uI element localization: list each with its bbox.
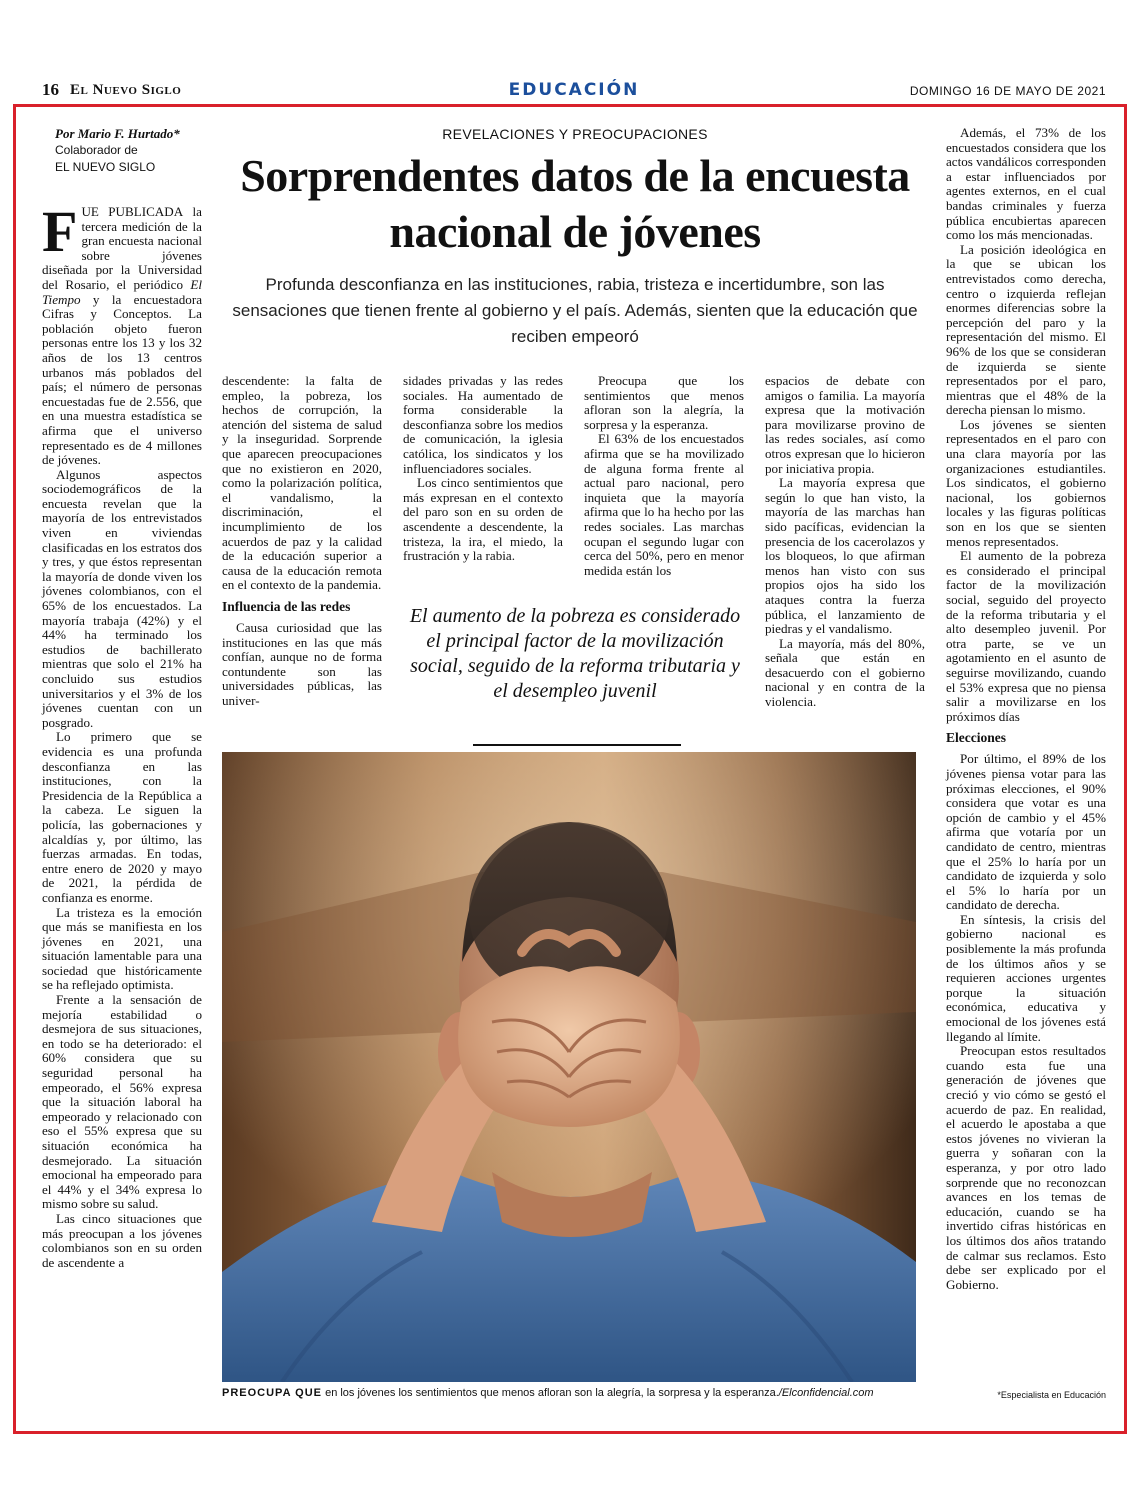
section-title: EDUCACIÓN	[508, 80, 640, 100]
paragraph: La tristeza es la emoción que más se manifiesta en los jóvenes en 2021, una situación lamentable para una sociedad que históricamente se ha reflejado optimista.	[42, 904, 202, 993]
paragraph: La posición ideológica en la que se ubican los entrevistados como derecha, centro o izquierda reflejan enormes diferencias sobre la percepción del paro y la representación del mismo. El 96% de los que se consideran de izquierda se siente representados por el paro, mientras que el 48% de la derecha piensan lo mismo.	[946, 241, 1106, 418]
paragraph: Además, el 73% de los encuestados considera que los actos vandálicos corresponden a estar influenciados por agentes externos, en el cual bandas criminales y fuerza pública encubiertas aparecen como los más mencionadas.	[946, 125, 1106, 243]
article-column-2	[222, 374, 382, 708]
paragraph: En síntesis, la crisis del gobierno nacional es posiblemente la más profunda de los últimos años y se requieren acciones urgentes porque la situación económica, educativa y emocional de los jóvenes está llegando al límite.	[946, 911, 1106, 1044]
paragraph: La mayoría, más del 80%, señala que están en desacuerdo con el gobierno nacional y en contra de la violencia.	[765, 635, 925, 710]
newspaper-name: El Nuevo Siglo	[70, 82, 182, 98]
issue-date: DOMINGO 16 DE MAYO DE 2021	[909, 84, 1106, 98]
paragraph: Preocupa que los sentimientos que menos afloran son la alegría, la sorpresa y la esperanza.	[584, 373, 744, 432]
subheadline: Profunda desconfianza en las instituciones, rabia, tristeza e incertidumbre, son las sensaciones que tienen frente al gobierno y el país. Además, sienten que la educación que reciben empeoró	[232, 275, 918, 346]
article-photo	[222, 752, 916, 1382]
author-role: Colaborador de	[55, 143, 138, 157]
article-column-1	[42, 199, 202, 1270]
paragraph: Las cinco situaciones que más preocupan a los jóvenes colombianos son en su orden de ascendente a	[42, 1210, 202, 1270]
paragraph: Frente a la sensación de mejoría estabilidad o desmejora de sus situaciones, en todo se ha deteriorado: el 60% considera que su seguridad personal ha empeorado, el 56% expresa que la situación laboral ha empeorado y relacionado con eso el 55% expresa que su situación económica ha desmejorado. La situación emocional ha empeorado para el 44% y el 34% expresa lo mismo sobre su salud.	[42, 992, 202, 1212]
pull-quote-rule	[473, 744, 681, 746]
paragraph: Los cinco sentimientos que más expresan en el contexto del paro son en su orden de ascendente a descendente, la tristeza, la ira, el miedo, la frustración y la rabia.	[403, 475, 563, 564]
paragraph: espacios de debate con amigos o familia. La mayoría expresa que la motivación para movilizarse provino de las redes sociales, así como otros expresan que lo hicieron por iniciativa propia.	[765, 373, 925, 476]
paragraph: Los jóvenes se sienten representados en el paro con una clara mayoría por las organizaciones estudiantiles. Los sindicatos, el gobierno nacional, los gobiernos locales y las figuras políticas son en los que se sienten menos representados.	[946, 416, 1106, 549]
drop-cap: F	[42, 199, 78, 264]
photo-caption: PREOCUPA QUE en los jóvenes los sentimientos que menos afloran son la alegría, la sorpresa y la esperanza./Elconfidencial.com	[222, 1387, 874, 1399]
paragraph: FUE PUBLICADA la tercera medición de la gran encuesta nacional sobre jóvenes diseñada por la Universidad del Rosario, el periódico El Tiempo y la encuestadora Cifras y Conceptos. La población objeto fueron personas entre los 13 y los 32 años de los 13 centros urbanos más poblados del país; el número de personas encuestadas fue de 2.556, que en una muestra estadística se afirma que el universo representado es de 4 millones de jóvenes.	[42, 199, 202, 468]
paragraph: La mayoría expresa que según lo que han visto, la mayoría de las marchas han sido pacíficas, evidencian la presencia de los cacerolazos y los bloqueos, lo que afirman menos han visto con sus propios ojos ha sido los ataques contra la fuerza pública, el lanzamiento de piedras y el vandalismo.	[765, 475, 925, 637]
article-column-3	[403, 374, 563, 564]
paragraph: descendente: la falta de empleo, la pobreza, los hechos de corrupción, la atención del sistema de salud y la inseguridad. Sorprende que aparecen preocupaciones que no existieron en 2020, como la polarización política, el vandalismo, la discriminación, el incumplimiento de los acuerdos de paz y la calidad de la educación superior a causa de la educación remota en el contexto de la pandemia.	[222, 373, 382, 593]
author-footnote: *Especialista en Educación	[997, 1390, 1106, 1400]
paragraph: Por último, el 89% de los jóvenes piensa votar para las próximas elecciones, el 90% considera que votar es una opción de cambio y el 45% afirma que votaría por un candidato de centro, mientras que el 25% lo haría por un candidato de izquierda y solo el 5% lo haría por un candidato de derecha.	[946, 751, 1106, 913]
byline	[55, 125, 205, 176]
paragraph: Algunos aspectos sociodemográficos de la encuesta revelan que la mayoría de los entrevistados viven en viviendas clasificadas en los estratos dos y tres, y que éstos representan la mayoría de donde viven los jóvenes colombianos, con el 65% de los encuestados. La mayoría trabaja (42%) y el 44% ha terminado los estudios de bachillerato mientras que solo el 21% ha concluido sus estudios universitarios y el 3% de los jóvenes cuentan con un posgrado.	[42, 466, 202, 730]
paragraph: sidades privadas y las redes sociales. Ha aumentado de forma considerable la desconfianza sobre los medios de comunicación, la iglesia católica, los sindicatos y los influenciadores sociales.	[403, 373, 563, 476]
subheading-elecciones: Elecciones	[946, 730, 1006, 746]
kicker: REVELACIONES Y PREOCUPACIONES	[442, 126, 708, 142]
subheading-redes: Influencia de las redes	[222, 598, 351, 614]
author-outlet: EL NUEVO SIGLO	[55, 160, 156, 174]
page-number: 16	[42, 80, 59, 99]
paragraph: El aumento de la pobreza es considerado el principal factor de la movilización social, seguido del proyecto de la reforma tributaria y el alto desempleo juvenil. Por otra parte, se ve un agotamiento en el asunto de seguirse movilizando, cuando el 53% expresa que no piensa salir a movilizarse en los próximos días	[946, 548, 1106, 724]
article-column-6	[946, 126, 1106, 1292]
author-name: Por Mario F. Hurtado*	[55, 126, 180, 141]
paragraph: Lo primero que se evidencia es una profunda desconfianza en las instituciones, con la Presidencia de la República a la cabeza. Le siguen la policía, las gobernaciones y alcaldías y, por último, las fuerzas armadas. En todas, entre enero de 2020 y mayo de 2021, la pérdida de confianza es enorme.	[42, 729, 202, 905]
paragraph: Causa curiosidad que las instituciones en las que más confían, aunque no de forma contundente son las universidades públicas, las univer-	[222, 619, 382, 708]
headline: Sorprendentes datos de la encuesta nacional de jóvenes	[240, 150, 910, 257]
article-column-4	[584, 374, 744, 578]
paragraph: El 63% de los encuestados afirma que se ha movilizado de alguna forma frente al actual paro nacional, pero inquieta que la mayoría afirma que lo ha hecho por las redes sociales. Las marchas ocupan el segundo lugar con cerca del 50%, pero en menor medida están los	[584, 431, 744, 578]
pull-quote: El aumento de la pobreza es considerado el principal factor de la movilización social, seguido de la reforma tributaria y el desempleo juvenil	[409, 605, 741, 702]
article-column-5	[765, 374, 925, 710]
paragraph: Preocupan estos resultados cuando esta fue una generación de jóvenes que creció y vio cómo se gestó el acuerdo de paz. En realidad, el acuerdo le apostaba a que estos jóvenes no vivieran la guerra y soñaran con la esperanza, y por otro lado sorprende que no reconozcan avances en los temas de educación, cuando se ha invertido cifras históricas en los últimos dos años tratando de calmar sus reclamos. Esto debe ser explicado por el Gobierno.	[946, 1043, 1106, 1292]
